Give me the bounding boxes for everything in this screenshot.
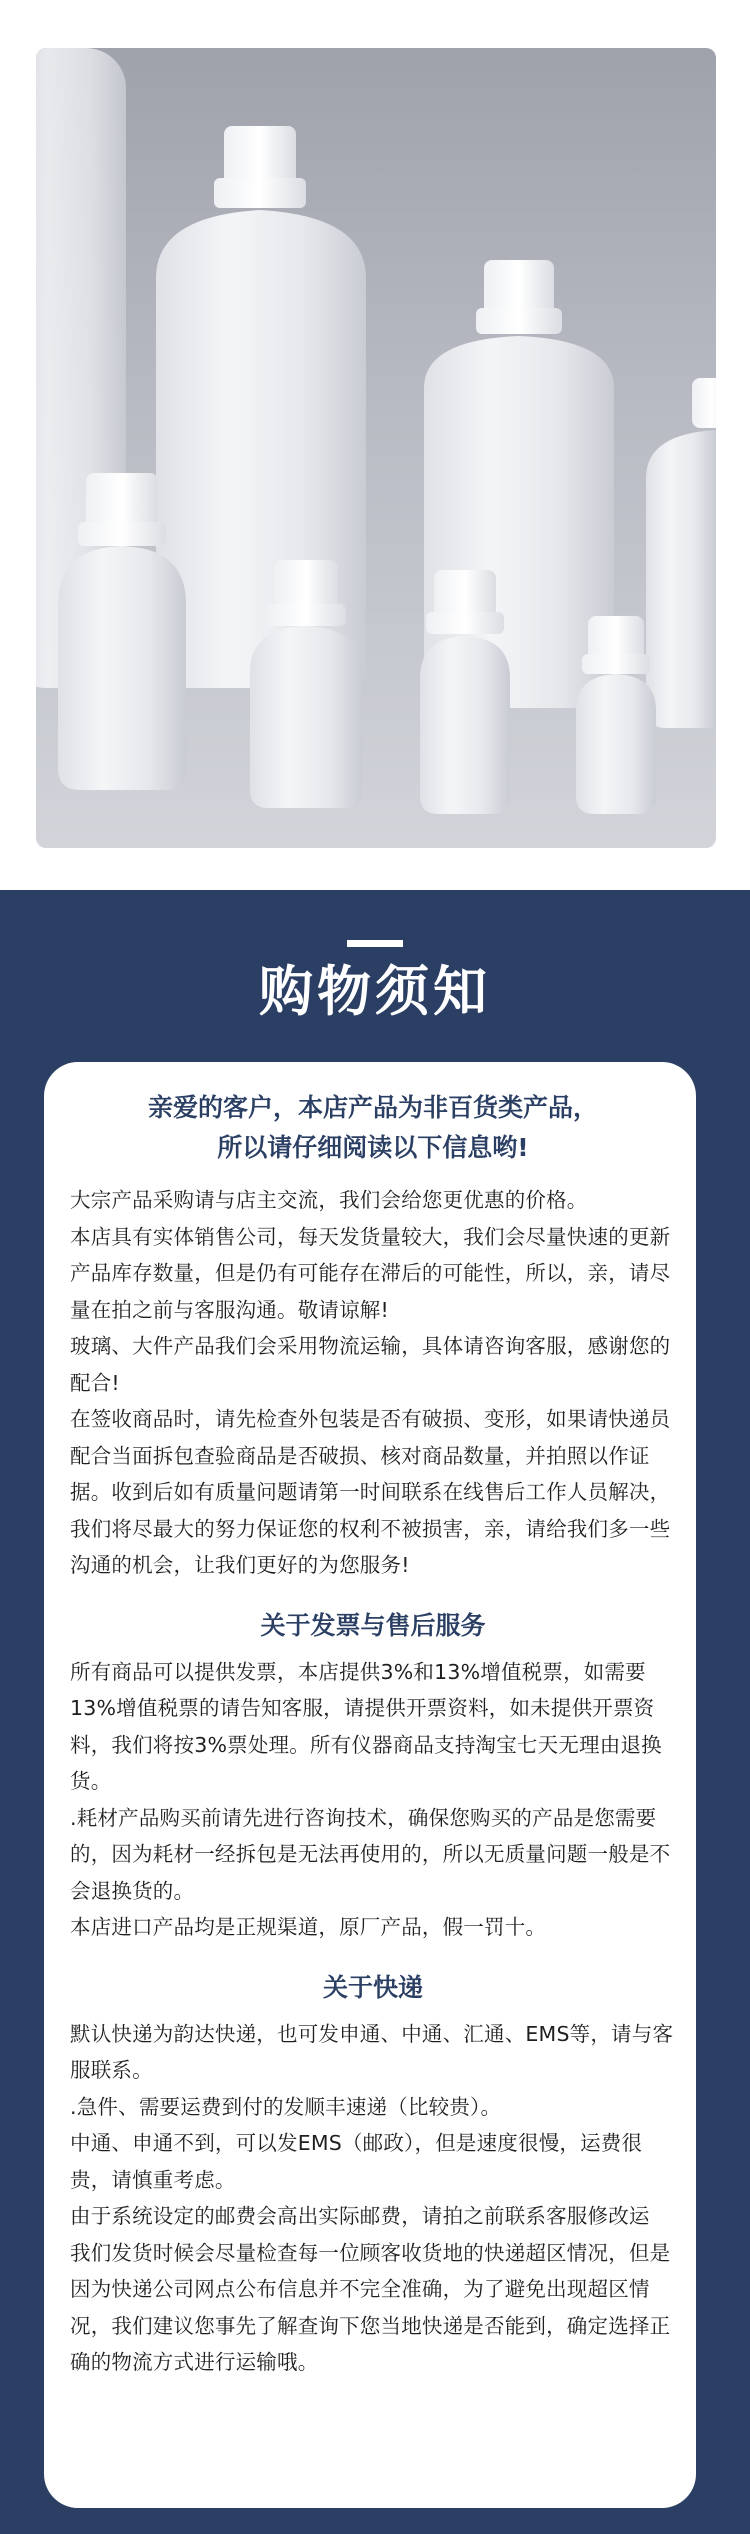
invoice-paragraph: 所有商品可以提供发票，本店提供3%和13%增值税票，如需要13%增值税票的请告知客服，请提供开票资料，如未提供开票资料，我们将按3%票处理。所有仪器商品支持淘宝七天无理由退换货。 [70, 1659, 662, 1793]
invoice-paragraph: .耗材产品购买前请先进行咨询技术，确保您购买的产品是您需要的，因为耗材一经拆包是无法再使用的，所以无质量问题一般是不会退换货的。 [70, 1805, 671, 1903]
shipping-paragraph: 由于系统设定的邮费会高出实际邮费，请拍之前联系客服修改运 [70, 2204, 650, 2228]
shipping-paragraph: 默认快递为韵达快递，也可发申通、中通、汇通、EMS等，请与客服联系。 [70, 2021, 674, 2082]
invoice-heading: 关于发票与售后服务 [260, 1610, 486, 1640]
notice-card [44, 1062, 696, 2508]
bottle-right [646, 378, 716, 728]
invoice-paragraph: 本店进口产品均是正规渠道，原厂产品，假一罚十。 [70, 1915, 547, 1939]
intro-paragraph: 在签收商品时，请先检查外包装是否有破损、变形，如果请快递员配合当面拆包查验商品是否破损、核对商品数量，并拍照以作证据。收到后如有质量问题请第一时间联系在线售后工作人员解决，我们将尽最大的努力保证您的权利不被损害，亲，请给我们多一些沟通的机会，让我们更好的为您服务! [70, 1407, 671, 1577]
intro-heading [70, 1088, 676, 1168]
intro-heading-line-2: 所以请仔细阅读以下信息哟! [217, 1133, 529, 1162]
intro-paragraph: 玻璃、大件产品我们会采用物流运输，具体请咨询客服，感谢您的配合! [70, 1334, 671, 1395]
shipping-paragraph: .急件、需要运费到付的发顺丰速递（比较贵）。 [70, 2094, 502, 2119]
bottle-small-4 [576, 616, 656, 814]
intro-heading-line-1: 亲爱的客户，本店产品为非百货类产品， [147, 1093, 598, 1122]
shopping-notice-section [0, 890, 750, 2534]
shipping-heading: 关于快递 [322, 1972, 423, 2002]
intro-paragraph: 本店具有实体销售公司，每天发货量较大，我们会尽量快速的更新产品库存数量，但是仍有可能存在滞后的可能性，所以，亲，请尽量在拍之前与客服沟通。敬请谅解! [70, 1224, 671, 1322]
shipping-paragraph: 中通、申通不到，可以发EMS（邮政），但是速度很慢，运费很贵，请慎重考虑。 [70, 2131, 643, 2192]
section-title: 购物须知 [259, 960, 491, 1023]
product-photo-area [0, 0, 750, 890]
shipping-paragraph: 我们发货时候会尽量检查每一位顾客收货地的快递超区情况，但是因为快递公司网点公布信息并不完全准确，为了避免出现超区情况，我们建议您事先了解查询下您当地快递是否能到，确定选择正确的物流方式进行运输哦。 [70, 2240, 671, 2374]
product-photo [36, 48, 716, 848]
intro-paragraph: 大宗产品采购请与店主交流，我们会给您更优惠的价格。 [70, 1188, 588, 1212]
title-dash [347, 940, 403, 947]
bottles-illustration [36, 48, 716, 848]
